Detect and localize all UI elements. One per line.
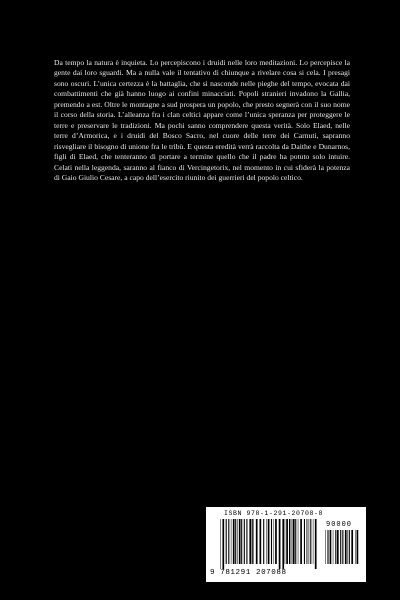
barcode-bar <box>292 519 293 564</box>
barcode-bar <box>266 519 267 564</box>
barcode-bar <box>340 530 341 564</box>
addon-barcode-bars <box>324 530 360 569</box>
barcode-bar <box>282 519 284 569</box>
barcode-bar <box>351 530 353 564</box>
barcode-bar <box>335 530 336 564</box>
barcode-bar <box>220 519 221 569</box>
barcode-bar <box>295 519 296 564</box>
barcode-bar <box>222 519 224 569</box>
barcode-bar <box>239 519 241 564</box>
barcode-bar <box>298 519 299 564</box>
barcode-bar <box>308 519 309 564</box>
barcode-bar <box>357 530 359 564</box>
barcode-bar <box>307 519 308 564</box>
barcode-bar <box>252 519 253 564</box>
barcode-bar <box>274 519 275 564</box>
barcode-bar <box>330 530 332 564</box>
barcode-bar <box>253 519 254 564</box>
barcode-bar <box>249 519 251 564</box>
barcode-bar <box>241 519 242 564</box>
isbn-text: ISBN 978-1-291-20708-8 <box>224 510 324 517</box>
barcode-bar <box>355 530 356 564</box>
barcode-bar <box>231 519 232 564</box>
barcode-bar <box>237 519 238 564</box>
barcode-bar <box>285 519 286 564</box>
barcode-bar <box>256 519 258 564</box>
barcode-bar <box>235 519 236 564</box>
barcode-bar <box>327 530 328 564</box>
barcode-bar <box>268 519 270 564</box>
barcode-bar <box>228 519 229 564</box>
barcode-bar <box>325 530 326 564</box>
barcode-bar <box>226 519 227 564</box>
barcode-bar <box>260 519 262 564</box>
barcode-bar <box>345 530 347 564</box>
barcode-bar <box>293 519 295 564</box>
barcode-bar <box>300 519 302 564</box>
barcode-bar <box>310 519 311 564</box>
barcode-bar <box>342 530 343 564</box>
ean-barcode-bars <box>219 519 319 569</box>
barcode-bar <box>313 519 314 564</box>
barcode-bar <box>304 519 305 564</box>
barcode-bar <box>337 530 339 564</box>
barcode-bar <box>263 519 264 564</box>
barcode-bar <box>349 530 350 564</box>
ean-digits: 9 781291 207088 <box>210 569 287 577</box>
barcode-bar <box>244 519 245 564</box>
isbn-barcode-label <box>206 507 366 582</box>
barcode-bar <box>233 519 235 564</box>
barcode-bar <box>315 519 317 569</box>
back-cover-blurb: Da tempo la natura è inquieta. Lo percepiscono i druidi nelle loro meditazioni. Lo percepisce la gente dai loro sguardi. Ma a nulla vale il tentativo di chiunque a rivelare cosa si cela. I presagi sono oscuri. L’unica certezza è la battaglia, che si nasconde nelle pieghe del tempo, evocata dai combattimenti che già hanno luogo ai confini minacciati. Popoli stranieri invadono la Gallia, premendo a est. Oltre le montagne a sud prospera un popolo, che presto segnerà con il suo nome il corso della storia. L’alleanza fra i clan celtici appare come l’unica speranza per proteggere le terre e preservare le tradizioni. Ma pochi sanno comprendere questa verità. Solo Elaed, nelle terre d’Armorica, e i druidi del Bosco Sacro, nel cuore delle terre dei Carnuti, sapranno risvegliare il bisogno di unione fra le tribù. E questa eredità verrà raccolta da Daithe e Dunarnos, figli di Elaed, che tenteranno di portare a termine quello che il padre ha potuto solo intuire. Celati nella leggenda, saranno al fianco di Vercingetorix, nel momento in cui sfiderà la potenza di Gaio Giulio Cesare, a capo dell’esercito riunito dei guerrieri del popolo celtico. <box>54 58 350 182</box>
barcode-bar <box>347 530 348 564</box>
barcode-bar <box>333 530 334 564</box>
barcode-bar <box>279 519 281 569</box>
barcode-bar <box>309 519 310 564</box>
barcode-bar <box>286 519 288 564</box>
price-code: 90000 <box>326 521 353 529</box>
barcode-bar <box>246 519 247 564</box>
barcode-bar <box>291 519 292 564</box>
barcode-bar <box>271 519 272 564</box>
barcode-bar <box>275 519 277 564</box>
barcode-bar <box>289 519 290 564</box>
